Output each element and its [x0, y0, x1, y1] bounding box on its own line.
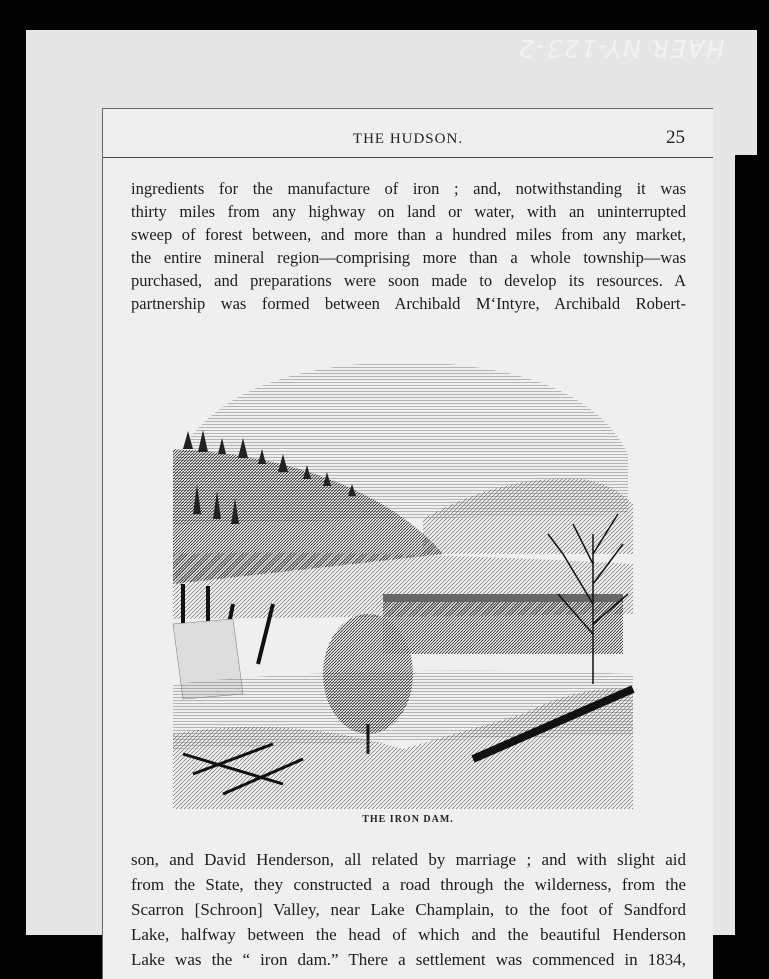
archive-mark: HAER NY-123-2: [517, 34, 725, 62]
running-title: THE HUDSON.: [352, 131, 464, 147]
text-line: thirty miles from any highway on land or water, with an uninterrupted: [131, 202, 686, 221]
text-line: the entire mineral region—comprising more than a whole township—was: [131, 248, 686, 267]
text-line: partnership was formed between Archibald M‘Intyre, Archibald Robert-: [131, 294, 686, 313]
text-line: son, and David Henderson, all related by marriage ; and with slight aid: [131, 850, 686, 869]
paragraph-bottom: [131, 847, 686, 972]
film-edge-right: [735, 155, 757, 935]
film-edge-left: [12, 30, 26, 935]
illustration-caption: THE IRON DAM.: [362, 814, 454, 825]
page-number: 25: [666, 127, 685, 148]
text-line: purchased, and preparations were soon made to develop its resources. A: [131, 271, 686, 290]
text-line: sweep of forest between, and more than a hundred miles from any market,: [131, 225, 686, 244]
scanned-sheet: [12, 30, 757, 969]
text-line: ingredients for the manufacture of iron ; and, notwithstanding it was: [131, 179, 686, 198]
text-line: Scarron [Schroon] Valley, near Lake Champlain, to the foot of Sandford: [131, 900, 686, 919]
running-head: [103, 127, 713, 158]
book-page: [102, 108, 713, 979]
paragraph-top: [131, 177, 686, 315]
text-line: from the State, they constructed a road through the wilderness, from the: [131, 875, 686, 894]
iron-dam-engraving: [163, 354, 643, 809]
shrub: [323, 614, 413, 734]
text-line: Lake, halfway between the head of which and the beautiful Henderson: [131, 925, 686, 944]
text-line: Lake was the “ iron dam.” There a settlement was commenced in 1834,: [131, 950, 686, 969]
